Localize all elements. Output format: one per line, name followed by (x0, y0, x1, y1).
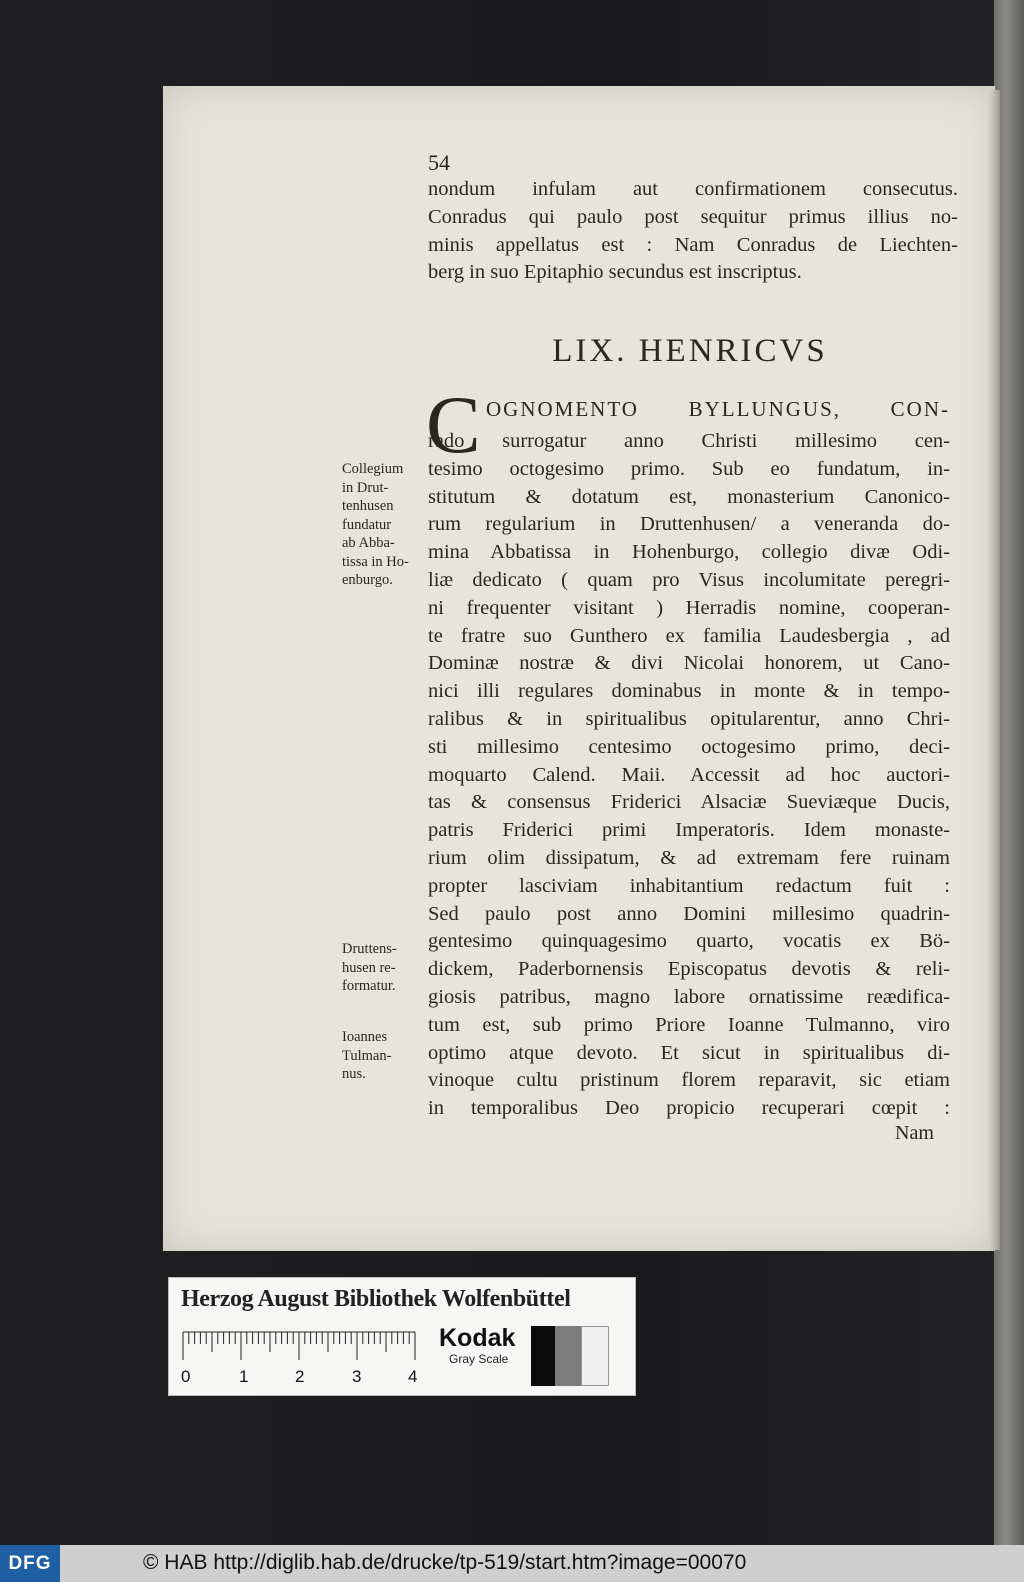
ruler-label: 0 (181, 1367, 191, 1386)
margin-line: formatur. (342, 978, 396, 994)
margin-line: Ioannes (342, 1029, 388, 1045)
text-line: ni frequenter visitant ) Herradis nomine, cooperan- (428, 596, 950, 619)
text-line: Dominæ nostræ & divi Nicolai honorem, ut Cano- (428, 652, 950, 675)
text-line: nici illi regulares dominabus in monte & in tempo- (428, 680, 950, 703)
text-line: tum est, sub primo Priore Ioanne Tulmanno, viro (428, 1013, 950, 1036)
text-line: patris Friderici primi Imperatoris. Idem monaste- (428, 819, 950, 842)
text-line: tesimo octogesimo primo. Sub eo fundatum, in- (428, 457, 950, 480)
text-line: Conradus qui paulo post sequitur primus illius no- (428, 205, 958, 228)
footer-bar (0, 1545, 1024, 1582)
text-line: moquarto Calend. Maii. Accessit ad hoc auctori- (428, 763, 950, 786)
text-line: dickem, Paderbornensis Episcopatus devotis & reli- (428, 958, 950, 981)
swatch-gray (555, 1326, 581, 1386)
ruler-label: 4 (408, 1367, 418, 1386)
library-name: Herzog August Bibliothek Wolfenbüttel (181, 1286, 571, 1312)
ruler-label: 3 (352, 1367, 362, 1386)
text-line: ralibus & in spiritualibus opitularentur, anno Chri- (428, 707, 950, 730)
swatch-black (531, 1326, 555, 1386)
text-line: giosis patribus, magno labore ornatissime reædifica- (428, 985, 950, 1008)
copyright-url[interactable]: © HAB http://diglib.hab.de/drucke/tp-519/start.htm?image=00070 (143, 1551, 747, 1574)
text-line: tas & consensus Friderici Alsaciæ Sueviæque Ducis, (428, 791, 950, 814)
margin-line: fundatur (342, 516, 392, 533)
library-color-card (168, 1277, 636, 1396)
swatch-white (581, 1326, 609, 1386)
margin-line: Tulman- (342, 1047, 392, 1064)
ruler-label: 1 (239, 1367, 249, 1386)
text-line: berg in suo Epitaphio secundus est inscriptus. (428, 261, 802, 284)
text-line: rado surrogatur anno Christi millesimo cen- (428, 430, 950, 452)
margin-line: tissa in Ho- (342, 553, 409, 570)
margin-line: enburgo. (342, 572, 393, 588)
drop-cap: C (426, 379, 481, 470)
text-line: nondum infulam aut confirmationem consecutus. (428, 178, 958, 200)
margin-line: nus. (342, 1066, 366, 1082)
margin-note-tulmannus (342, 1028, 428, 1084)
text-line: in temporalibus Deo propicio recuperari cœpit : (428, 1097, 950, 1120)
margin-line: tenhusen (342, 498, 394, 514)
text-line: minis appellatus est : Nam Conradus de Liechten- (428, 233, 958, 256)
text-line: rium olim dissipatum, & ad extremam fere ruinam (428, 846, 950, 869)
margin-line: Collegium (342, 461, 404, 477)
gray-scale-label: Gray Scale (449, 1352, 509, 1366)
text-line: vinoque cultu pristinum florem reparavit, sic etiam (428, 1069, 950, 1092)
text-line: Sed paulo post anno Domini millesimo quadrin- (428, 902, 950, 925)
dfg-logo: DFG (0, 1545, 60, 1582)
text-line: te fratre suo Gunthero ex familia Laudesbergia , ad (428, 624, 950, 647)
text-line: gentesimo quinquagesimo quarto, vocatis ex Bö- (428, 930, 950, 953)
first-line (486, 396, 950, 424)
margin-line: ab Abba- (342, 535, 395, 551)
margin-line: husen re- (342, 959, 396, 976)
catchword: Nam (895, 1122, 934, 1144)
text-line: liæ dedicato ( quam pro Visus incolumitate peregri- (428, 568, 950, 591)
top-paragraph (428, 176, 958, 287)
margin-note-druttenhusen (342, 940, 428, 996)
text-line: propter lasciviam inhabitantium redactum fuit : (428, 874, 950, 897)
margin-line: in Drut- (342, 479, 389, 496)
page-edge-shadow (988, 90, 1000, 1250)
text-line: sti millesimo centesimo octogesimo primo, deci- (428, 735, 950, 758)
text-line: optimo atque devoto. Et sicut in spiritualibus di- (428, 1041, 950, 1064)
body-text (428, 428, 950, 1123)
chapter-heading: LIX. HENRICVS (552, 333, 828, 369)
ruler-scale (179, 1330, 429, 1390)
margin-line: Druttens- (342, 941, 397, 957)
kodak-logo-text: Kodak (439, 1324, 516, 1352)
text-line: rum regularium in Druttenhusen/ a veneranda do- (428, 513, 950, 536)
text-line: mina Abbatissa in Hohenburgo, collegio divæ Odi- (428, 541, 950, 564)
text-line: OGNOMENTO BYLLUNGUS, CON- (486, 397, 950, 421)
page-number: 54 (428, 150, 450, 175)
ruler-label: 2 (295, 1367, 305, 1386)
text-line: stitutum & dotatum est, monasterium Canonico- (428, 485, 950, 508)
margin-note-collegium (342, 460, 428, 590)
